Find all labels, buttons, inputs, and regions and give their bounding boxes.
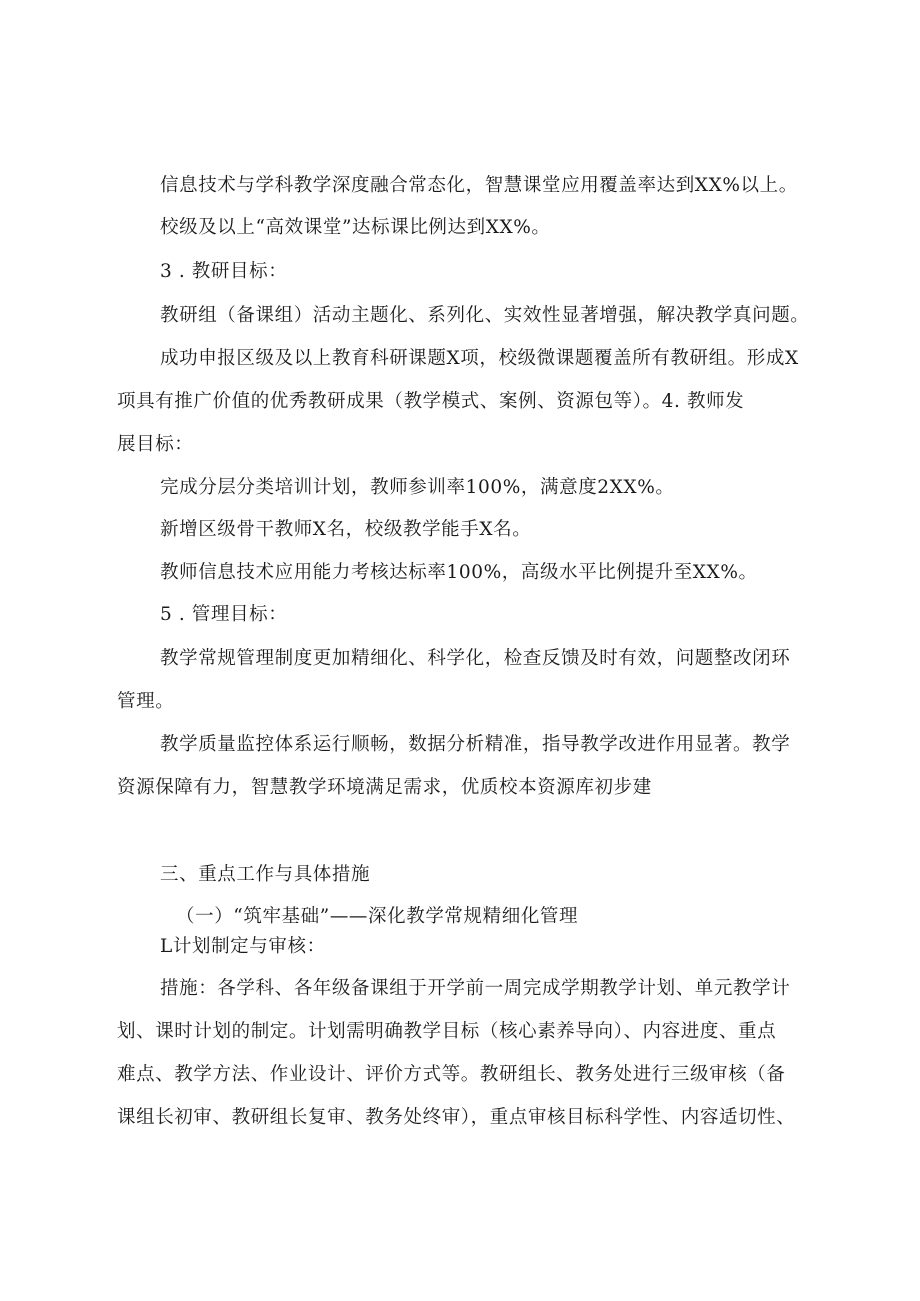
- item-heading-plan-review: L计划制定与审核：: [160, 936, 326, 957]
- paragraph-smart-classroom: 信息技术与学科教学深度融合常态化，智慧课堂应用覆盖率达到XX%以上。: [160, 175, 798, 196]
- paragraph-measures-3: 难点、教学方法、作业设计、评价方式等。教研组长、教务处进行三级审核（备: [117, 1064, 786, 1085]
- heading-teaching-research-goals: 3 . 教研目标：: [160, 261, 288, 282]
- paragraph-measures-2: 划、课时计划的制定。计划需明确教学目标（核心素养导向）、内容进度、重点: [117, 1021, 777, 1042]
- paragraph-efficient-classroom: 校级及以上“高效课堂”达标课比例达到XX%。: [160, 217, 551, 238]
- paragraph-measures-4: 课组长初审、教研组长复审、教务处终审），重点审核目标科学性、内容适切性、: [117, 1107, 796, 1128]
- paragraph-backbone-teachers: 新增区级骨干教师X名，校级教学能手X名。: [160, 519, 532, 540]
- subsection-heading-foundation: （一）“筑牢基础”——深化教学常规精细化管理: [176, 906, 579, 927]
- paragraph-quality-monitoring-1: 教学质量监控体系运行顺畅，数据分析精准，指导教学改进作用显著。教学: [160, 734, 791, 755]
- paragraph-research-topics-3: 展目标：: [117, 434, 194, 455]
- section-heading-key-work: 三、重点工作与具体措施: [160, 864, 371, 885]
- paragraph-quality-monitoring-2: 资源保障有力，智慧教学环境满足需求，优质校本资源库初步建: [117, 777, 652, 798]
- paragraph-routine-management-2: 管理。: [117, 691, 175, 712]
- heading-management-goals: 5 . 管理目标：: [160, 604, 288, 625]
- paragraph-routine-management-1: 教学常规管理制度更加精细化、科学化，检查反馈及时有效，问题整改闭环: [160, 648, 791, 669]
- paragraph-research-topics-2: 项具有推广价值的优秀教研成果（教学模式、案例、资源包等）。4. 教师发: [117, 391, 745, 412]
- paragraph-measures-1: 措施：各学科、各年级备课组于开学前一周完成学期教学计划、单元教学计: [160, 978, 791, 999]
- paragraph-research-group: 教研组（备课组）活动主题化、系列化、实效性显著增强，解决教学真问题。: [160, 305, 810, 326]
- paragraph-research-topics-1: 成功申报区级及以上教育科研课题X项，校级微课题覆盖所有教研组。形成X: [160, 348, 799, 369]
- paragraph-training-plan: 完成分层分类培训计划，教师参训率100%，满意度2XX%。: [160, 477, 675, 498]
- paragraph-it-ability: 教师信息技术应用能力考核达标率100%，高级水平比例提升至XX%。: [160, 562, 758, 583]
